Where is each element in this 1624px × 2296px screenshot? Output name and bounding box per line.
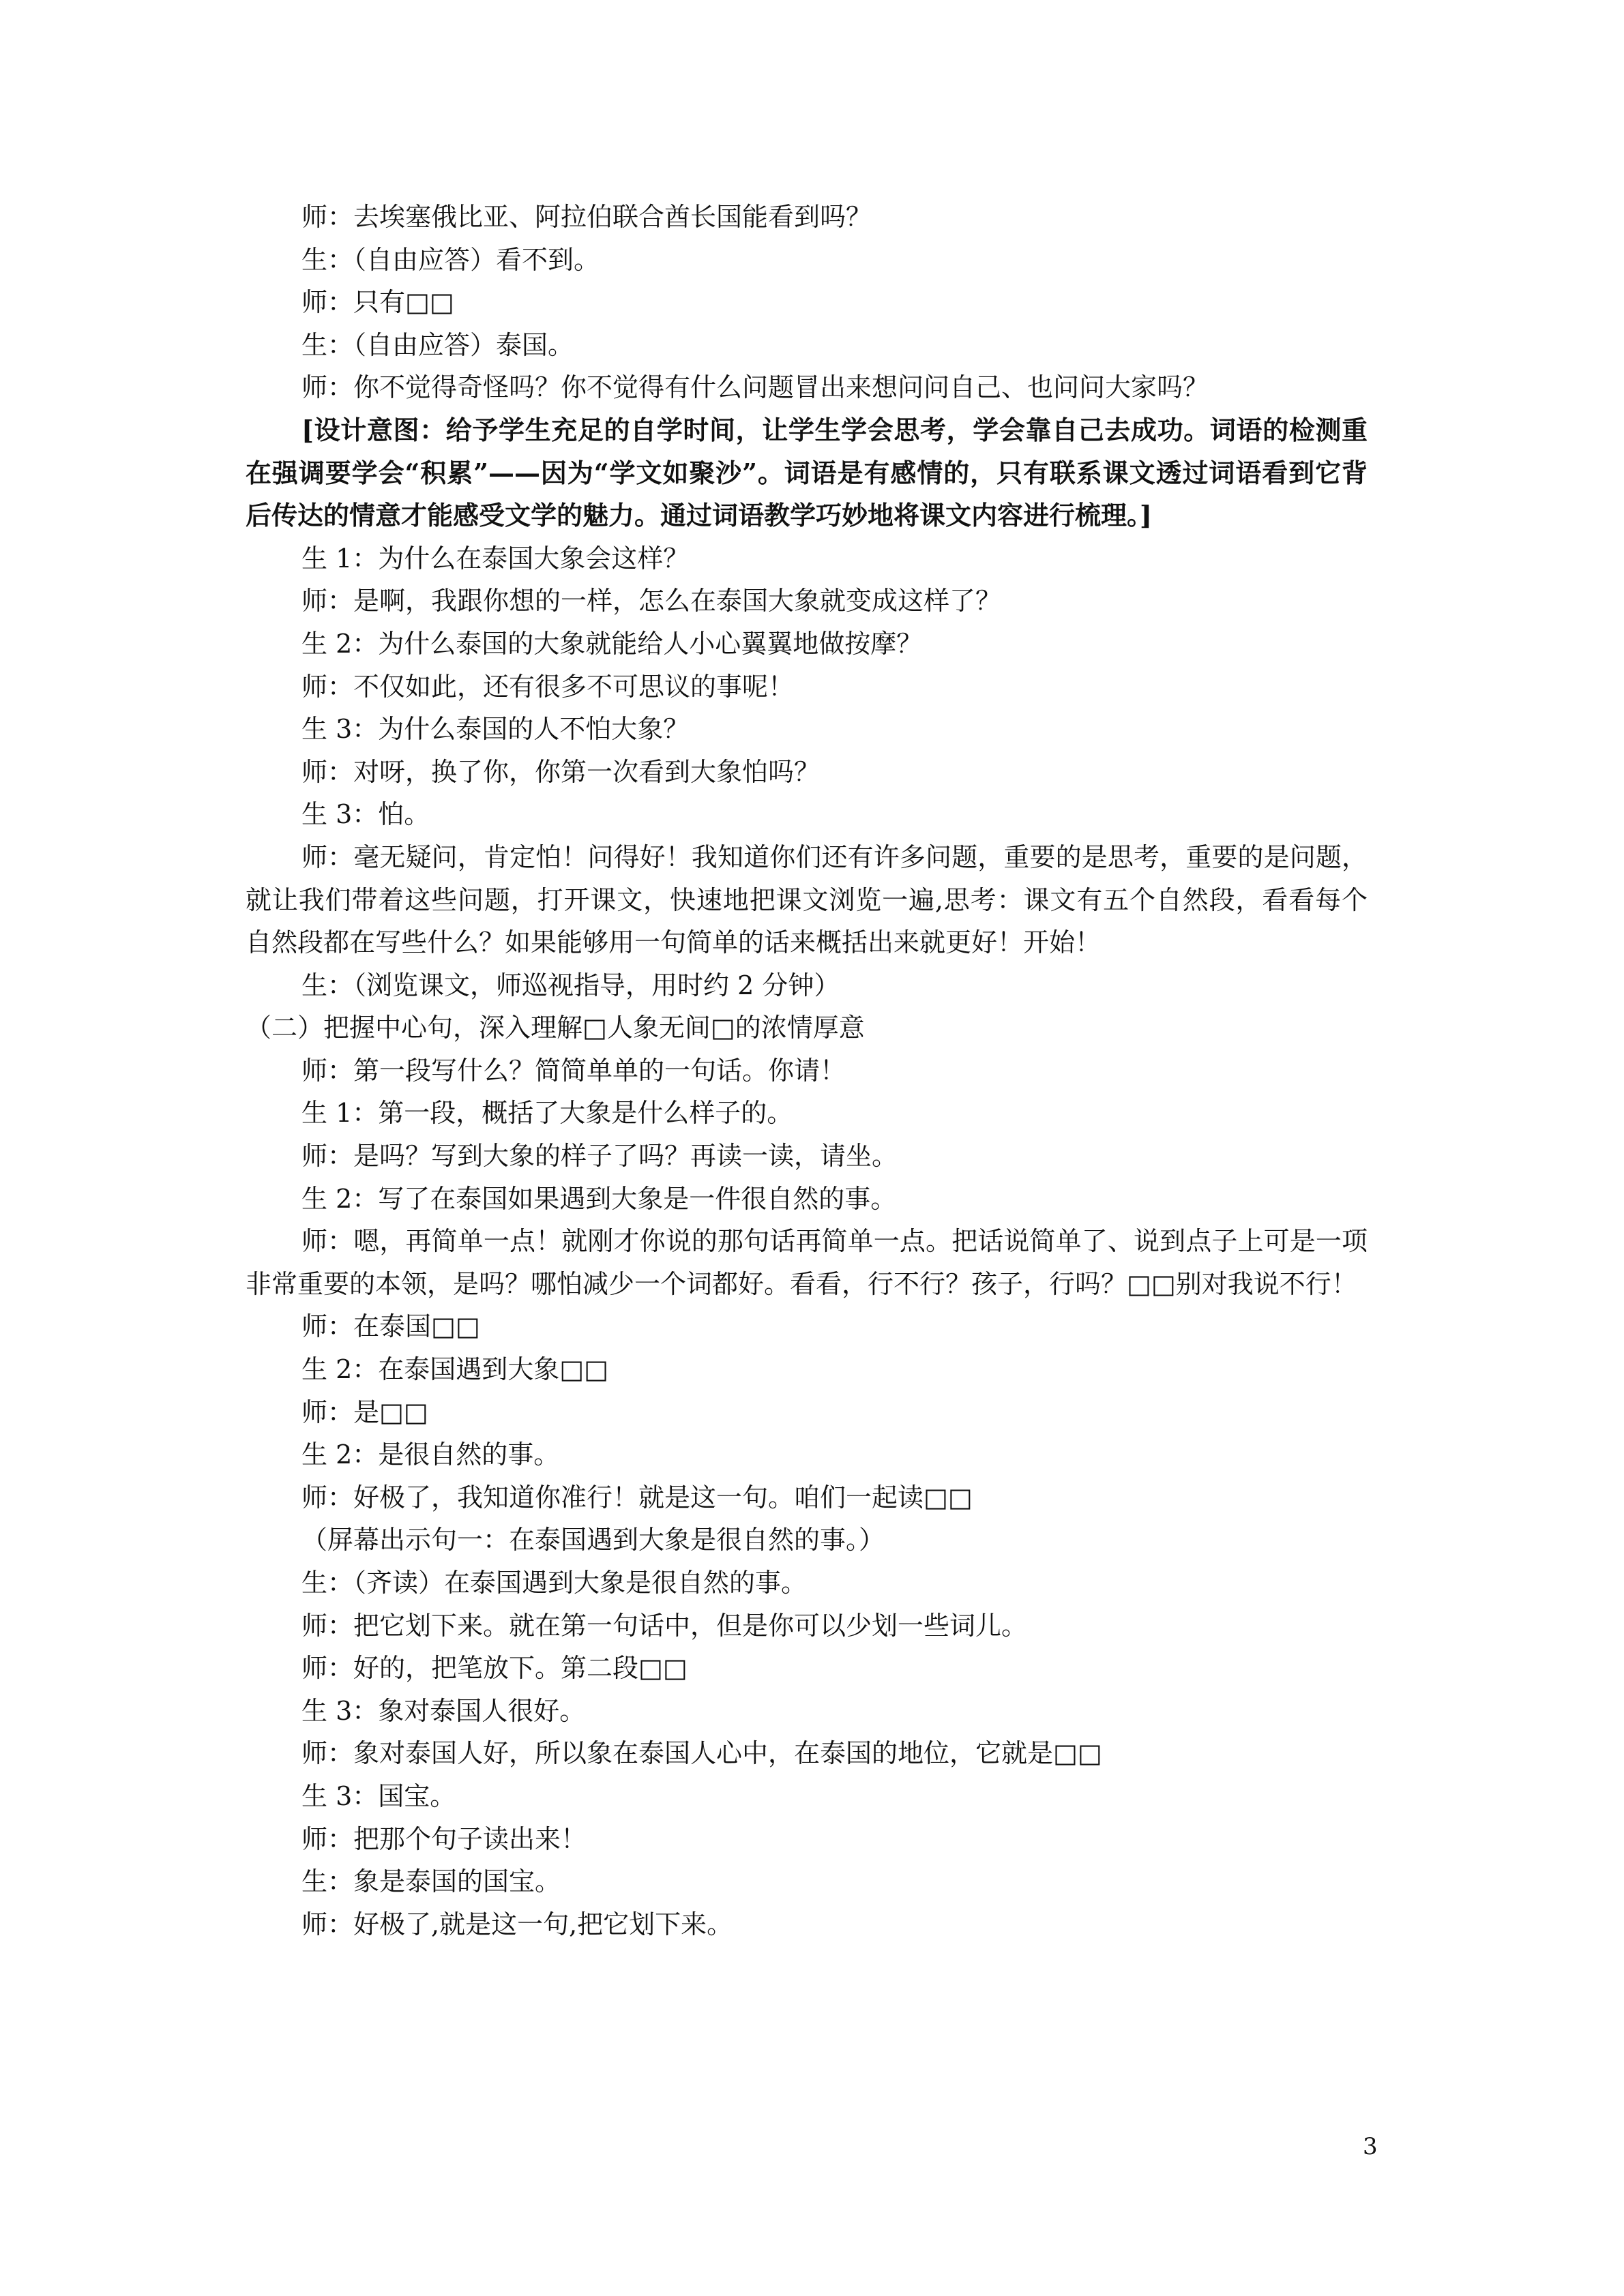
dialogue-line: 生 2：为什么泰国的大象就能给人小心翼翼地做按摩？ (301, 628, 923, 659)
design-intent-paragraph: [设计意图：给予学生充足的自学时间，让学生学会思考，学会靠自己去成功。词语的检测重在强调要学会“积累”——因为“学文如聚沙”。词语是有感情的，只有联系课文透过词语看到它背后传达的情意才能感受文学的魅力。通过词语教学巧妙地将课文内容进行梳理。] (246, 414, 1368, 531)
dialogue-line: 生 2：是很自然的事。 (301, 1440, 560, 1470)
dialogue-line: 师：好极了，我知道你准行！就是这一句。咱们一起读□□ (301, 1482, 973, 1512)
dialogue-line: 生：（自由应答）看不到。 (301, 244, 600, 275)
dialogue-line: 生 3：国宝。 (301, 1780, 456, 1811)
dialogue-line: 师：去埃塞俄比亚、阿拉伯联合酋长国能看到吗？ (301, 202, 872, 232)
dialogue-line: 师：对呀，换了你，你第一次看到大象怕吗？ (301, 756, 821, 787)
dialogue-line: 师：好的，把笔放下。第二段□□ (301, 1653, 688, 1684)
dialogue-line: 师：把那个句子读出来！ (301, 1823, 587, 1854)
screen-display-note: （屏幕出示句一：在泰国遇到大象是很自然的事。） (301, 1525, 885, 1555)
dialogue-line: 师：是吗？写到大象的样子了吗？再读一读，请坐。 (301, 1141, 898, 1172)
dialogue-line: 生 3：怕。 (301, 799, 430, 830)
dialogue-line: 师：不仅如此，还有很多不可思议的事呢！ (301, 671, 795, 702)
dialogue-line: 生：象是泰国的国宝。 (301, 1866, 561, 1897)
dialogue-line: 生 2：写了在泰国如果遇到大象是一件很自然的事。 (301, 1183, 897, 1214)
dialogue-line: 师：是啊，我跟你想的一样，怎么在泰国大象就变成这样了？ (301, 586, 1002, 616)
dialogue-line: 师：在泰国□□ (301, 1311, 480, 1342)
dialogue-line: 生 3：为什么泰国的人不怕大象？ (301, 714, 690, 745)
page-number: 3 (1363, 2133, 1378, 2160)
dialogue-paragraph: 师：毫无疑问，肯定怕！问得好！我知道你们还有许多问题，重要的是思考，重要的是问题，就让我们带着这些问题，打开课文，快速地把课文浏览一遍,思考：课文有五个自然段，看看每个自然段都在写些什么？如果能够用一句简单的话来概括出来就更好！开始！ (246, 841, 1368, 958)
dialogue-line: 师：你不觉得奇怪吗？你不觉得有什么问题冒出来想问问自己、也问问大家吗？ (301, 372, 1209, 403)
dialogue-line: 生 2：在泰国遇到大象□□ (301, 1354, 609, 1385)
dialogue-line: 师：象对泰国人好，所以象在泰国人心中，在泰国的地位，它就是□□ (301, 1738, 1102, 1769)
dialogue-line: 生：（自由应答）泰国。 (301, 329, 574, 360)
dialogue-line: 生 1：第一段，概括了大象是什么样子的。 (301, 1098, 793, 1129)
dialogue-paragraph: 师：嗯，再简单一点！就刚才你说的那句话再简单一点。把话说简单了、说到点子上可是一项非常重要的本领，是吗？哪怕减少一个词都好。看看，行不行？孩子，行吗？□□别对我说不行！ (246, 1226, 1368, 1299)
dialogue-line: 师：是□□ (301, 1397, 428, 1427)
dialogue-line: 生：（浏览课文，师巡视指导，用时约 2 分钟） (301, 970, 840, 1000)
section-heading: （二）把握中心句，深入理解□人象无间□的浓情厚意 (246, 1013, 865, 1043)
dialogue-line: 师：第一段写什么？简简单单的一句话。你请！ (301, 1055, 846, 1086)
dialogue-line: 生：（齐读）在泰国遇到大象是很自然的事。 (301, 1568, 808, 1598)
dialogue-line: 生 1：为什么在泰国大象会这样？ (301, 543, 690, 573)
dialogue-line: 生 3：象对泰国人很好。 (301, 1695, 586, 1726)
dialogue-line: 师：只有□□ (301, 287, 454, 318)
dialogue-line: 师：好极了,就是这一句,把它划下来。 (301, 1909, 733, 1939)
page-content (246, 196, 1368, 1945)
dialogue-line: 师：把它划下来。就在第一句话中，但是你可以少划一些词儿。 (301, 1610, 1028, 1641)
